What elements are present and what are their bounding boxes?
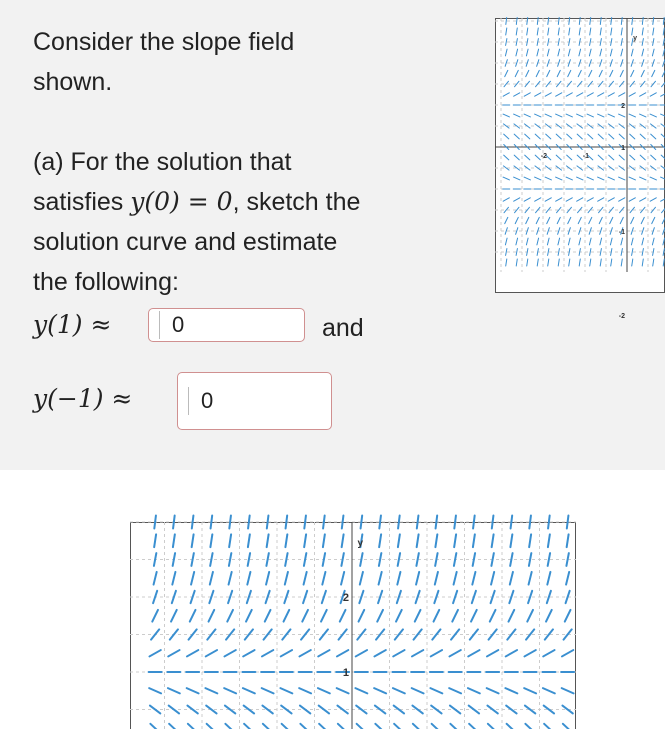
ym1-label: y(−1) ≈ [33, 384, 133, 413]
y1-input[interactable]: 0 [148, 308, 305, 342]
large-slope-field [130, 522, 576, 729]
axis-label: y [357, 538, 363, 549]
initial-condition: y(0) = 0 [130, 187, 233, 216]
axis-label: 1 [342, 667, 349, 679]
part-a-line: solution curve and estimate [33, 228, 338, 256]
and-label: and [322, 314, 364, 342]
plot-frame [131, 523, 576, 729]
axis-label: -2 [540, 153, 547, 160]
axis-label: y [633, 35, 637, 42]
small-slope-field [495, 18, 665, 320]
question-text [33, 22, 453, 302]
part-a-line: satisfies y(0) = 0, sketch the [33, 187, 361, 216]
axis-label: -2 [618, 313, 625, 320]
intro-line: shown. [33, 68, 113, 96]
axis-label: -1 [618, 229, 625, 236]
intro-line: Consider the slope field [33, 28, 295, 56]
axis-label: 1 [621, 145, 625, 152]
axis-label: 2 [342, 592, 349, 604]
part-a-line: (a) For the solution that [33, 148, 292, 176]
axis-label: -1 [582, 153, 589, 160]
y1-label: y(1) ≈ [33, 310, 112, 339]
ym1-input[interactable]: 0 [177, 372, 332, 430]
axis-label: 2 [621, 103, 625, 110]
part-a-line: the following: [33, 268, 179, 296]
